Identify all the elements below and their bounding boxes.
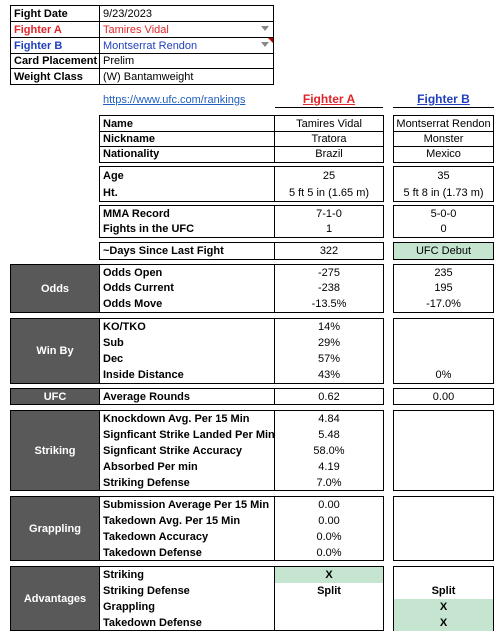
striking-fighter-a — [274, 410, 384, 491]
mma-record-b: 5-0-0 — [430, 208, 457, 220]
record-fighter-a — [274, 205, 384, 238]
odds-fighter-b — [393, 264, 494, 313]
card-placement-value[interactable]: Prelim — [103, 55, 135, 67]
sig-strike-accuracy-a: 58.0% — [313, 445, 345, 457]
section-advantages — [10, 566, 100, 631]
dec-a: 57% — [317, 353, 341, 365]
adv-grappling-label: Grappling — [103, 601, 155, 613]
average-rounds-label: Average Rounds — [103, 391, 191, 403]
adv-striking-a: X — [325, 569, 333, 581]
advantages-labels — [99, 566, 275, 631]
fighter-a-label: Fighter A — [14, 24, 62, 36]
takedown-accuracy-a: 0.0% — [316, 531, 342, 543]
fighter-a-header-text: Fighter A — [302, 92, 356, 106]
odds-open-b: 235 — [434, 267, 453, 279]
average-rounds-b: 0.00 — [432, 391, 455, 403]
sub-label: Sub — [103, 337, 124, 349]
physical-fighter-a — [274, 166, 384, 202]
grappling-fighter-b — [393, 496, 494, 561]
fights-in-ufc-a: 1 — [325, 223, 333, 235]
section-ufc-title: UFC — [43, 390, 67, 403]
weight-class-value[interactable]: (W) Bantamweight — [103, 71, 194, 83]
adv-takedown-defense-label: Takedown Defense — [103, 617, 202, 629]
knockdown-avg-a: 4.84 — [318, 413, 340, 425]
absorbed-label: Absorbed Per min — [103, 461, 198, 473]
odds-current-a: -238 — [317, 282, 341, 294]
mma-record-label: MMA Record — [103, 208, 170, 220]
profile-fighter-a — [274, 115, 384, 163]
absorbed-a: 4.19 — [318, 461, 340, 473]
odds-current-label: Odds Current — [103, 282, 174, 294]
nickname-label: Nickname — [103, 133, 155, 145]
sig-strike-landed-a: 5.48 — [318, 429, 340, 441]
days-since-a-cell — [274, 242, 384, 260]
section-odds — [10, 264, 100, 313]
fighter-b-select-value: Montserrat Rendon — [103, 40, 198, 52]
advantages-fighter-b — [393, 566, 494, 631]
fighter-a-select[interactable] — [100, 22, 273, 37]
height-label: Ht. — [103, 187, 118, 199]
striking-fighter-b — [393, 410, 494, 491]
submission-avg-label: Submission Average Per 15 Min — [103, 499, 270, 511]
adv-striking-defense-a: Split — [317, 585, 341, 597]
fight-info-table — [10, 5, 274, 85]
fighter-a-header — [275, 92, 383, 108]
average-rounds-b-cell — [393, 388, 494, 405]
section-striking-title: Striking — [34, 444, 76, 457]
fighter-b-select[interactable] — [100, 38, 273, 53]
fight-date-label: Fight Date — [14, 8, 68, 20]
record-fighter-b — [393, 205, 494, 238]
section-striking — [10, 410, 100, 491]
nationality-b: Mexico — [426, 148, 461, 160]
section-odds-title: Odds — [40, 282, 70, 295]
odds-open-a: -275 — [317, 267, 341, 279]
profile-labels — [99, 115, 275, 163]
days-since-label: ~Days Since Last Fight — [103, 245, 224, 257]
age-b: 35 — [437, 170, 450, 182]
odds-labels — [99, 264, 275, 313]
average-rounds-label-cell — [99, 388, 275, 405]
odds-fighter-a — [274, 264, 384, 313]
age-label: Age — [103, 170, 124, 182]
odds-move-label: Odds Move — [103, 298, 163, 310]
ufc-rankings-link[interactable]: https://www.ufc.com/rankings — [103, 94, 246, 106]
profile-fighter-b — [393, 115, 494, 163]
striking-defense-a: 7.0% — [316, 477, 342, 489]
average-rounds-a-cell — [274, 388, 384, 405]
nationality-a: Brazil — [315, 148, 343, 160]
chevron-down-icon[interactable] — [261, 26, 269, 31]
section-win-by — [10, 318, 100, 384]
fighter-b-header-text: Fighter B — [417, 92, 470, 106]
physical-fighter-b — [393, 166, 494, 202]
submission-avg-a: 0.00 — [318, 499, 340, 511]
adv-striking-label: Striking — [103, 569, 144, 581]
fight-date-value[interactable]: 9/23/2023 — [103, 8, 152, 20]
fighter-a-select-value: Tamires Vidal — [103, 24, 169, 36]
striking-labels — [99, 410, 275, 491]
odds-open-label: Odds Open — [103, 267, 163, 279]
odds-move-a: -13.5% — [311, 298, 347, 310]
fights-in-ufc-label: Fights in the UFC — [103, 223, 195, 235]
days-since-label-cell — [99, 242, 275, 260]
age-a: 25 — [322, 170, 336, 182]
knockdown-avg-label: Knockdown Avg. Per 15 Min — [103, 413, 250, 425]
height-b: 5 ft 8 in (1.73 m) — [403, 187, 484, 199]
days-since-a: 322 — [319, 245, 339, 257]
days-since-b-cell — [393, 242, 494, 260]
takedown-defense-a: 0.0% — [316, 547, 342, 559]
adv-striking-defense-b: Split — [431, 585, 456, 597]
inside-distance-b: 0% — [435, 369, 452, 381]
fighter-b-header — [393, 92, 494, 108]
sig-strike-landed-label: Signficant Strike Landed Per Min — [103, 429, 275, 441]
takedown-avg-label: Takedown Avg. Per 15 Min — [103, 515, 241, 527]
sig-strike-accuracy-label: Signficant Strike Accuracy — [103, 445, 242, 457]
ko-tko-a: 14% — [317, 321, 341, 333]
weight-class-label: Weight Class — [14, 71, 83, 83]
section-grappling — [10, 496, 100, 561]
striking-defense-label: Striking Defense — [103, 477, 190, 489]
takedown-accuracy-label: Takedown Accuracy — [103, 531, 209, 543]
mma-record-a: 7-1-0 — [316, 208, 342, 220]
grappling-labels — [99, 496, 275, 561]
days-since-b: UFC Debut — [415, 245, 472, 257]
record-labels — [99, 205, 275, 238]
physical-labels — [99, 166, 275, 202]
section-win-by-title: Win By — [36, 345, 74, 357]
card-placement-label: Card Placement — [14, 55, 98, 67]
grappling-fighter-a — [274, 496, 384, 561]
adv-grappling-b: X — [439, 601, 448, 613]
section-advantages-title: Advantages — [23, 592, 87, 605]
adv-striking-defense-label: Striking Defense — [103, 585, 190, 597]
odds-current-b: 195 — [434, 282, 453, 294]
takedown-defense-label: Takedown Defense — [103, 547, 202, 559]
odds-move-b: -17.0% — [426, 298, 461, 310]
comment-indicator-icon[interactable] — [268, 38, 273, 43]
adv-takedown-defense-b: X — [439, 617, 448, 629]
win-by-fighter-b — [393, 318, 494, 384]
nationality-label: Nationality — [103, 148, 160, 160]
height-a: 5 ft 5 in (1.65 m) — [288, 187, 370, 199]
win-by-fighter-a — [274, 318, 384, 384]
inside-distance-a: 43% — [317, 369, 341, 381]
name-b: Montserrat Rendon — [396, 118, 491, 130]
average-rounds-a: 0.62 — [318, 391, 340, 403]
ko-tko-label: KO/TKO — [103, 321, 146, 333]
name-a: Tamires Vidal — [296, 118, 362, 130]
win-by-labels — [99, 318, 275, 384]
dec-label: Dec — [103, 353, 124, 365]
name-label: Name — [103, 118, 133, 130]
advantages-fighter-a — [274, 566, 384, 631]
fighter-b-label: Fighter B — [14, 40, 63, 52]
nickname-a: Tratora — [311, 133, 347, 145]
nickname-b: Monster — [423, 133, 464, 145]
section-grappling-title: Grappling — [29, 522, 81, 535]
inside-distance-label: Inside Distance — [103, 369, 184, 381]
sub-a: 29% — [317, 337, 341, 349]
section-ufc — [10, 388, 100, 405]
fights-in-ufc-b: 0 — [440, 223, 447, 235]
takedown-avg-a: 0.00 — [318, 515, 340, 527]
